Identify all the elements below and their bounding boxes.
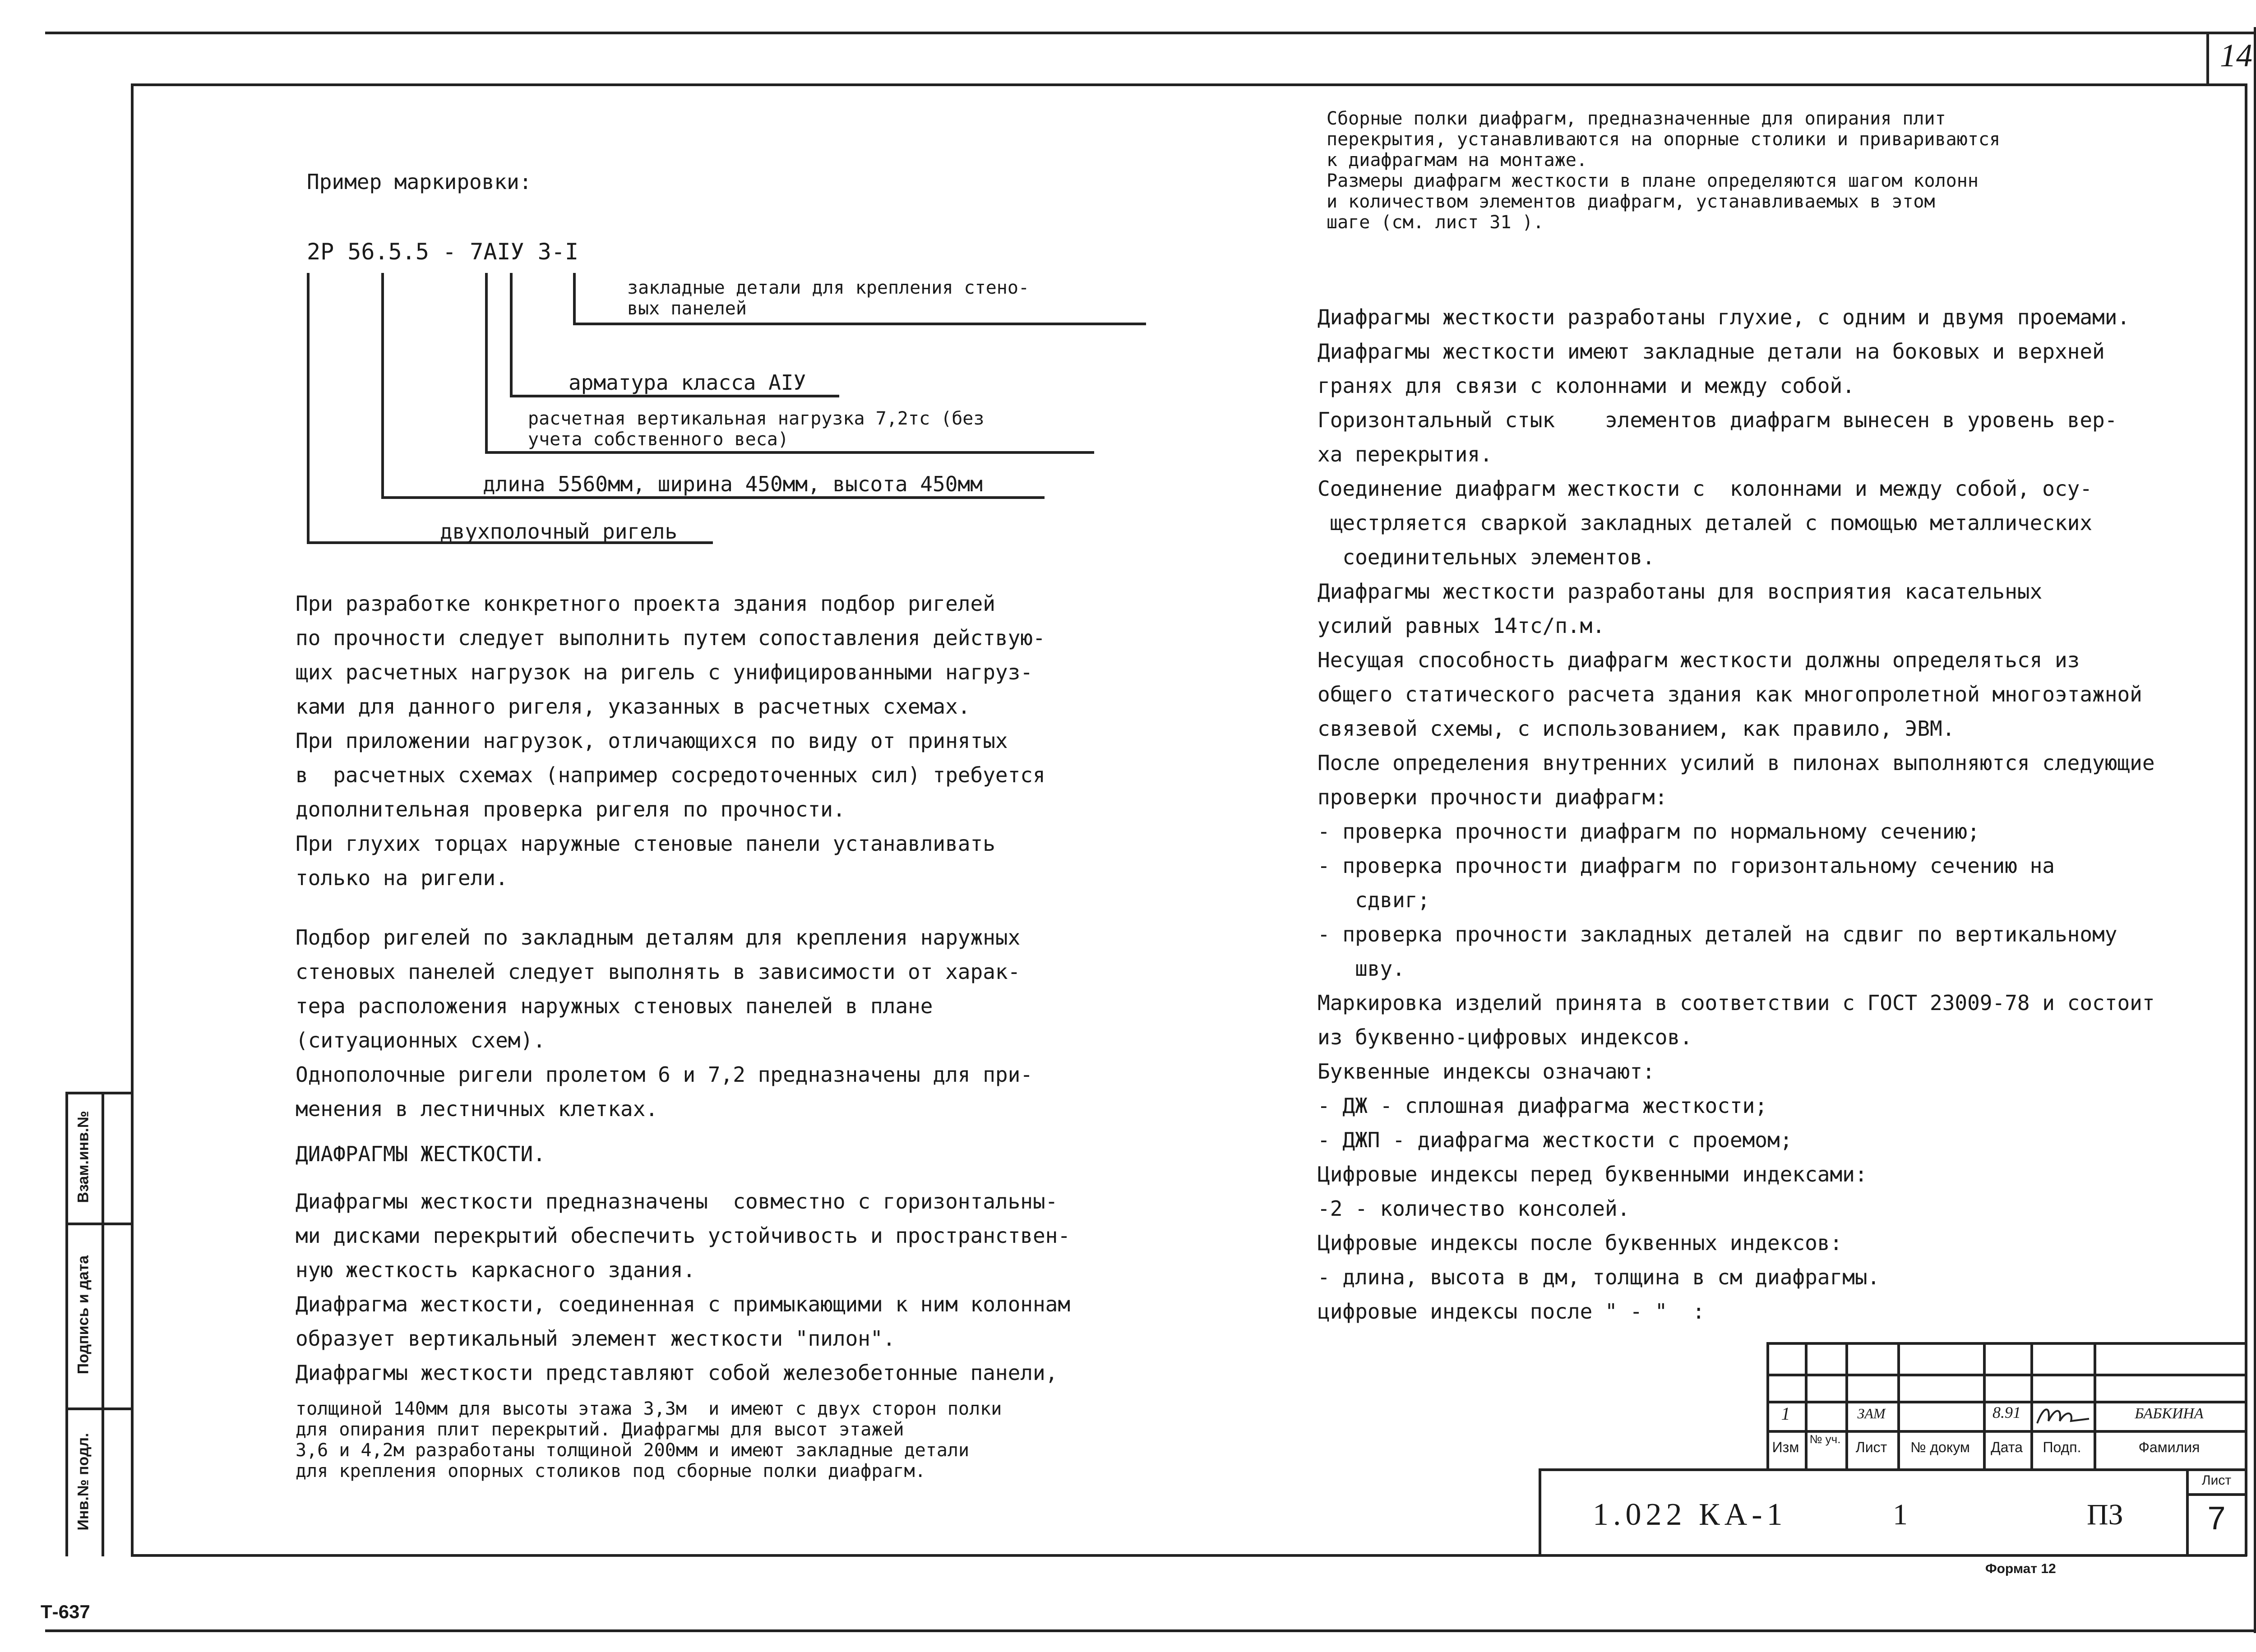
sheet-label: Лист — [2201, 1473, 2232, 1488]
tb-header-doc: № докум — [1910, 1439, 1970, 1455]
side-stamp-inventory: Инв.№ подл. — [74, 1433, 92, 1531]
document-section: ПЗ — [2087, 1498, 2123, 1531]
left-paragraph-3: Диафрагмы жесткости предназначены совместно с горизонтальны- ми дисками перекрытий обеспечить устойчивость и пространствен- ную жесткость каркасного здания. Диафрагма жесткости, соединенная с примыкающими к ним колоннам образует вертикальный элемент жесткости "пилон". Диафрагмы жесткости представляют собой железобетонные панели, — [296, 1189, 1071, 1385]
outer-frame-top — [45, 32, 2256, 34]
outer-frame-bottom — [45, 1629, 2256, 1632]
marking-item-rebar: арматура класса АIУ — [569, 370, 806, 395]
page-number: 14 — [2220, 37, 2252, 74]
tb-row-change: 1 — [1781, 1403, 1790, 1424]
tb-header-unit: № уч. — [1809, 1432, 1841, 1446]
tb-header-change: Изм — [1772, 1439, 1799, 1455]
right-paragraph-1: Сборные полки диафрагм, предназначенные для опирания плит перекрытия, устанавливаются на опорные столики и привариваются к диафрагмам на монтаже. Размеры диафрагм жесткости в плане определяются шагом колонн и количеством элементов диафрагм, устанавливаемых в этом шаге (см. лист 31 ). — [1327, 108, 2001, 233]
side-stamp-signature: Подпись и дата — [74, 1255, 92, 1375]
sheet-number: 7 — [2207, 1500, 2226, 1537]
leader-3 — [485, 273, 488, 453]
outer-frame-right — [2254, 27, 2256, 1633]
leader-2 — [510, 273, 513, 397]
inner-frame-top — [131, 83, 2247, 86]
format-label: Формат 12 — [1985, 1561, 2056, 1576]
tb-upper-top — [1766, 1342, 2247, 1345]
leader-3h — [485, 451, 1094, 454]
marking-title: Пример маркировки: — [307, 170, 532, 194]
leader-1 — [573, 273, 576, 325]
left-paragraph-2: Подбор ригелей по закладным деталям для крепления наружных стеновых панелей следует выполнять в зависимости от харак- тера расположения наружных стеновых панелей в плане (ситуационных схем). Однополочные ригели пролетом 6 и 7,2 предназначены для при- менения в лестничных клетках. — [296, 925, 1033, 1121]
page-box-left — [2206, 32, 2209, 86]
section-heading: ДИАФРАГМЫ ЖЕСТКОСТИ. — [296, 1142, 546, 1166]
tb-row-date: 8.91 — [1992, 1403, 2021, 1421]
marking-item-embedded: закладные детали для крепления стено- вых панелей — [627, 277, 1030, 319]
marking-code: 2Р 56.5.5 - 7АIУ 3-I — [307, 239, 579, 265]
right-paragraph-2: Диафрагмы жесткости разработаны глухие, с одним и двумя проемами. Диафрагмы жесткости имеют закладные детали на боковых и верхней гранях для связи с колоннами и между собой. Горизонтальный стык элементов диафрагм вынесен в уровень вер- ха перекрытия. Соединение диафрагм жесткости с колоннами и между собой, осу- щестрляется сваркой закладных деталей с помощью металлических соединительных элементов. Диафрагмы жесткости разработаны для восприятия касательных усилий равных 14тс/п.м. Несущая способность диафрагм жесткости должны определяться из общего статического расчета здания как многопролетной многоэтажной связевой схемы, с использованием, как правило, ЭВМ. После определения внутренних усилий в пилонах выполняются следующие проверки прочности диафрагм: - проверка прочности диафрагм по нормальному сечению; - проверка прочности диафрагм по горизонтальному сечению на сдвиг; - проверка прочности закладных деталей на сдвиг по вертикальному шву. Маркировка изделий принята в соответствии с ГОСТ 23009-78 и состоит из буквенно-цифровых индексов. Буквенные индексы означают: - ДЖ - сплошная диафрагма жесткости; - ДЖП - диафрагма жесткости с проемом; Цифровые индексы перед буквенными индексами: -2 - количество консолей. Цифровые индексы после буквенных индексов: - длина, высота в дм, толщина в см диафрагмы. цифровые индексы после " - " : — [1318, 305, 2155, 1324]
stamp-number: Т-637 — [41, 1601, 90, 1622]
side-stamp-mid — [102, 1092, 104, 1556]
tb-row-name: БАБКИНА — [2135, 1405, 2204, 1422]
inner-frame-right — [2245, 83, 2247, 1556]
signature-mark — [2035, 1401, 2091, 1430]
marking-item-size: длина 5560мм, ширина 450мм, высота 450мм — [483, 472, 983, 496]
marking-item-load: расчетная вертикальная нагрузка 7,2тс (без учета собственного веса) — [528, 408, 985, 450]
document-code: 1.022 КА-1 — [1593, 1497, 1787, 1532]
tb-outer-left — [1539, 1468, 1541, 1556]
leader-1h — [573, 323, 1146, 325]
leader-4 — [381, 273, 384, 498]
document-issue: 1 — [1893, 1498, 1908, 1531]
tb-header-name: Фамилия — [2138, 1439, 2200, 1455]
tb-sheet-div — [2186, 1493, 2247, 1496]
inner-frame-left — [131, 83, 134, 1556]
tb-col1 — [1805, 1342, 1808, 1468]
tb-top — [1539, 1468, 2247, 1471]
marking-item-type: двухполочный ригель — [440, 519, 678, 544]
tb-header-date: Дата — [1991, 1439, 2023, 1455]
left-paragraph-4: толщиной 140мм для высоты этажа 3,3м и имеют с двух сторон полки для опирания плит перекрытий. Диафрагмы для высот этажей 3,6 и 4,2м разработаны толщиной 200мм и имеют закладные детали для крепления опорных столиков под сборные полки диафрагм. — [296, 1398, 1002, 1481]
inner-frame-bottom — [131, 1554, 2247, 1557]
side-stamp-left — [65, 1092, 68, 1556]
tb-row1 — [1766, 1374, 2247, 1376]
tb-header-sheet: Лист — [1855, 1439, 1887, 1455]
tb-header-sign: Подп. — [2043, 1439, 2081, 1455]
leader-5 — [307, 273, 310, 544]
left-paragraph-1: При разработке конкретного проекта здания подбор ригелей по прочности следует выполнить путем сопоставления действую- щих расчетных нагрузок на ригель с унифицированными нагруз- ками для данного ригеля, указанных в расчетных схемах. При приложении нагрузок, отличающихся по виду от принятых в расчетных схемах (например сосредоточенных сил) требуется дополнительная проверка ригеля по прочности. При глухих торцах наружные стеновые панели устанавливать только на ригели. — [296, 591, 1045, 890]
tb-row-sheet: ЗАМ — [1857, 1405, 1886, 1421]
side-stamp-replace: Взам.инв.№ — [74, 1111, 92, 1203]
